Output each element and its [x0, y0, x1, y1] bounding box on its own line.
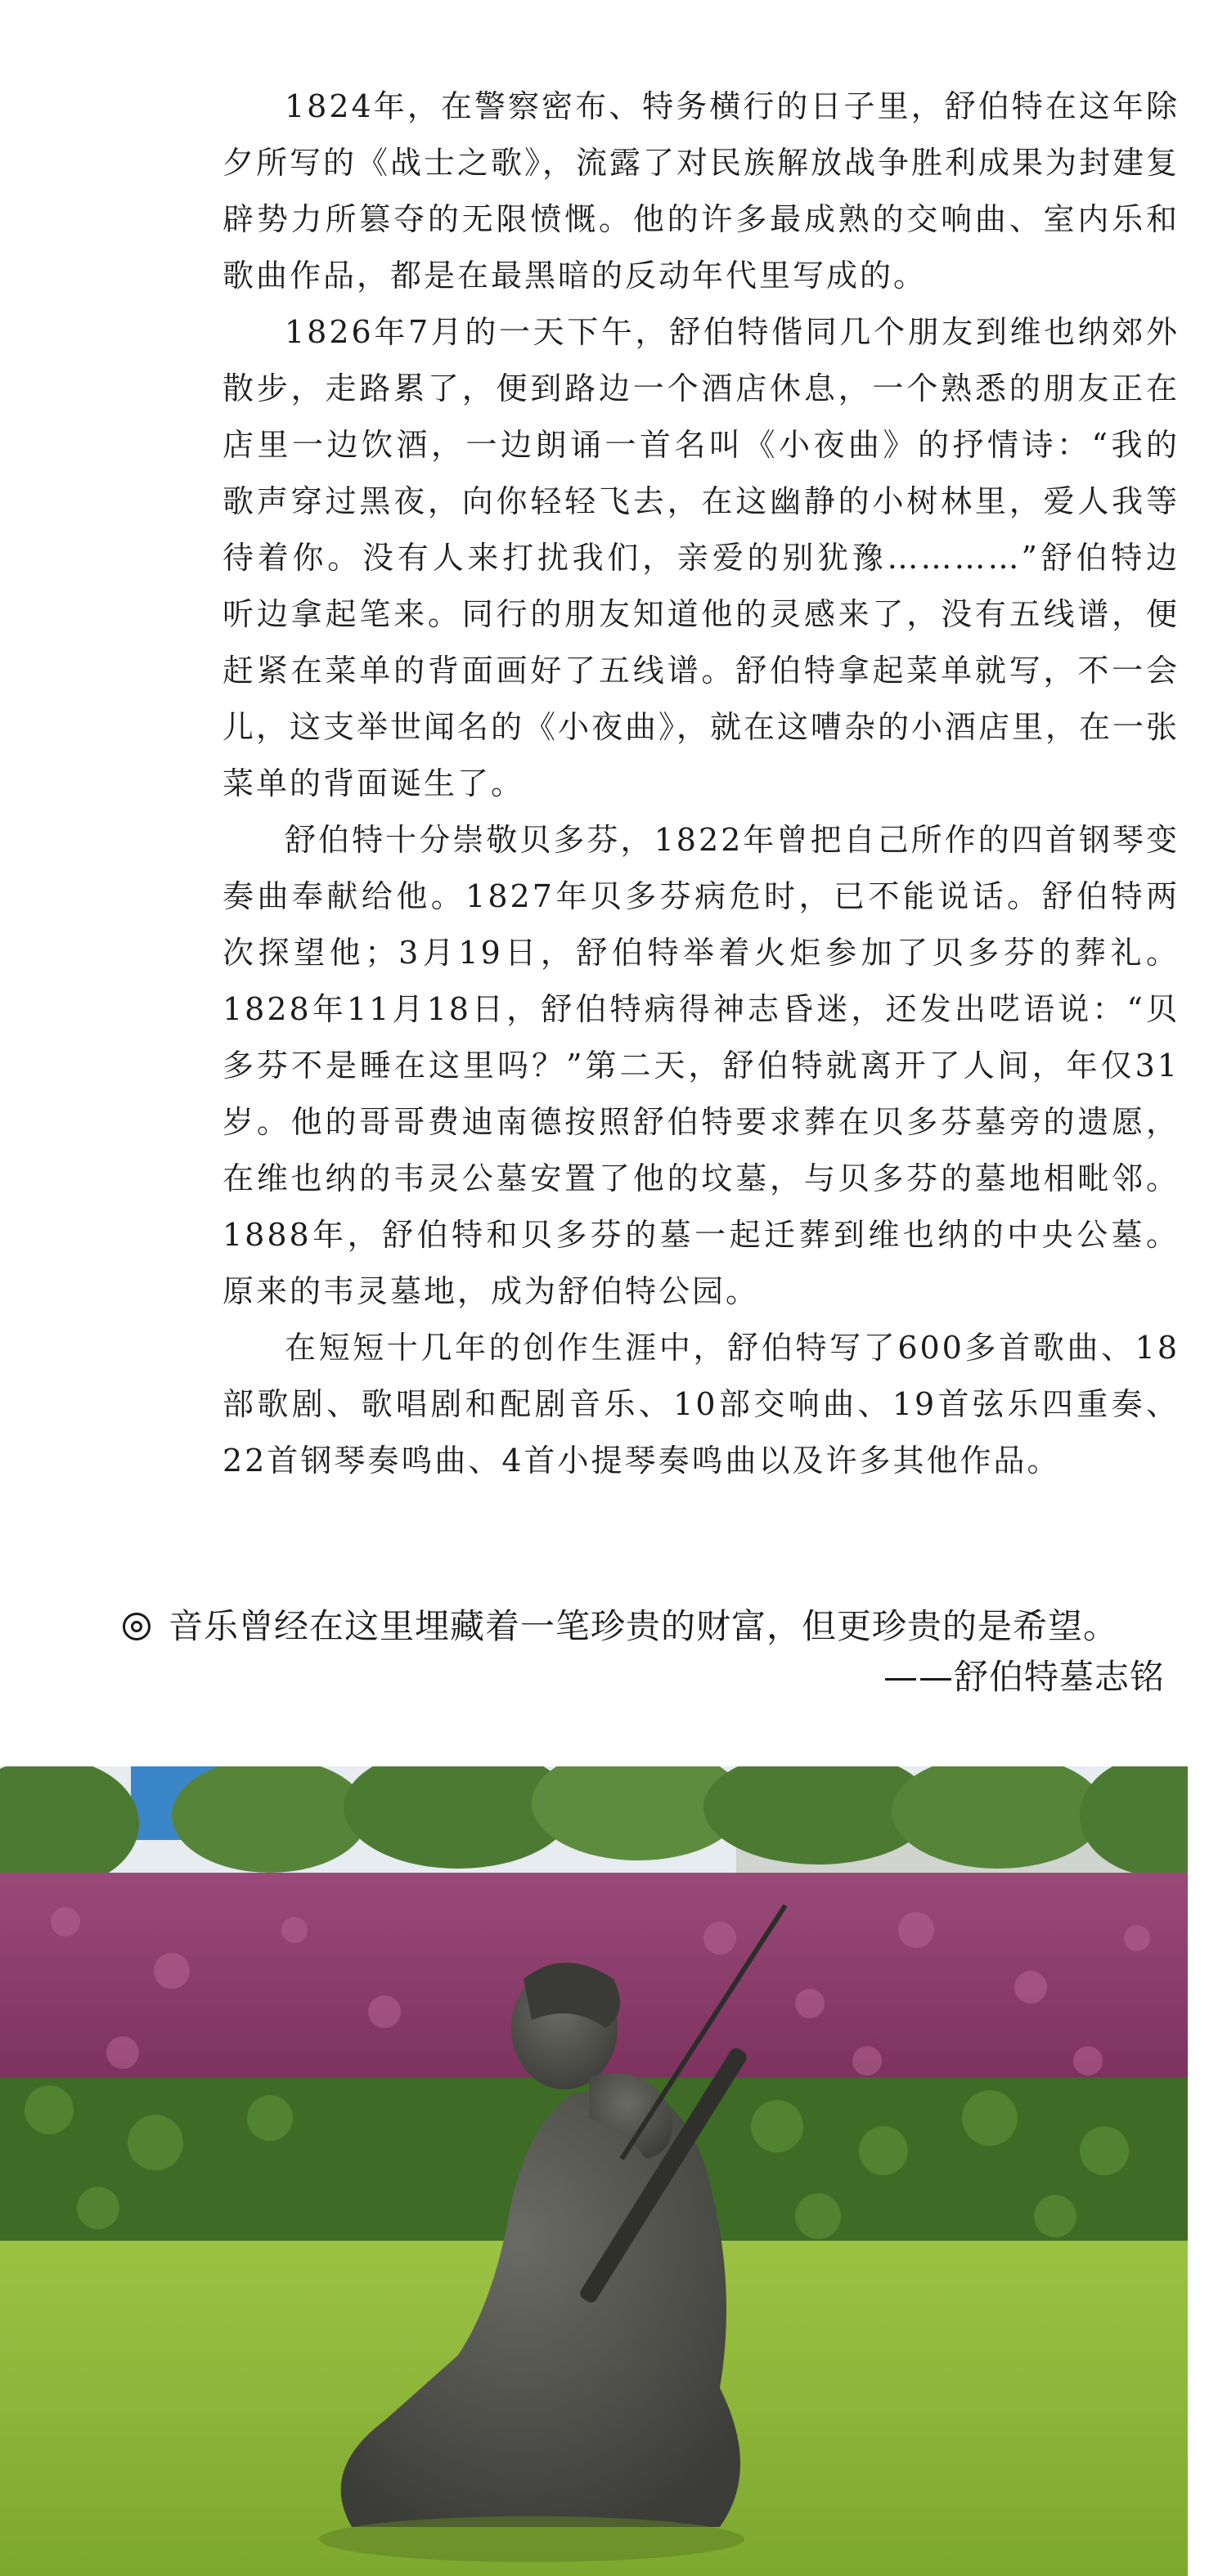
epitaph-quote: 音乐曾经在这里埋藏着一笔珍贵的财富，但更珍贵的是希望。	[169, 1606, 1119, 1646]
statue-photo-illustration	[0, 1766, 1188, 2576]
paragraph-1: 1824年，在警察密布、特务横行的日子里，舒伯特在这年除夕所写的《战士之歌》，流露了对民族解放战争胜利成果为封建复辟势力所篡夺的无限愤慨。他的许多最成熟的交响曲、室内乐和歌曲作品，都是在最黑暗的反动年代里写成的。	[222, 88, 1180, 294]
statue-shadow	[319, 2516, 744, 2562]
double-circle-bullet-icon	[123, 1613, 151, 1640]
article-body	[222, 79, 1180, 1489]
paragraph-2: 1826年7月的一天下午，舒伯特偕同几个朋友到维也纳郊外散步，走路累了，便到路边一个酒店休息，一个熟悉的朋友正在店里一边饮酒，一边朗诵一首名叫《小夜曲》的抒情诗：“我的歌声穿过黑夜，向你轻轻飞去，在这幽静的小树林里，爱人我等待着你。没有人来打扰我们，亲爱的别犹豫…………”舒伯特边听边拿起笔来。同行的朋友知道他的灵感来了，没有五线谱，便赶紧在菜单的背面画好了五线谱。舒伯特拿起菜单就写，不一会儿，这支举世闻名的《小夜曲》，就在这嘈杂的小酒店里，在一张菜单的背面诞生了。	[222, 314, 1180, 801]
epitaph-source: ——舒伯特墓志铭	[883, 1657, 1165, 1697]
epitaph-block	[123, 1601, 1170, 1703]
schubert-statue-photo	[0, 1766, 1188, 2576]
paragraph-4: 在短短十几年的创作生涯中，舒伯特写了600多首歌曲、18部歌剧、歌唱剧和配剧音乐、10部交响曲、19首弦乐四重奏、22首钢琴奏鸣曲、4首小提琴奏鸣曲以及许多其他作品。	[222, 1330, 1180, 1479]
epitaph-quote-line	[123, 1601, 1170, 1652]
paragraph-3: 舒伯特十分崇敬贝多芬，1822年曾把自己所作的四首钢琴变奏曲奉献给他。1827年贝多芬病危时，已不能说话。舒伯特两次探望他；3月19日，舒伯特举着火炬参加了贝多芬的葬礼。1828年11月18日，舒伯特病得神志昏迷，还发出呓语说：“贝多芬不是睡在这里吗？”第二天，舒伯特就离开了人间，年仅31岁。他的哥哥费迪南德按照舒伯特要求葬在贝多芬墓旁的遗愿，在维也纳的韦灵公墓安置了他的坟墓，与贝多芬的墓地相毗邻。1888年，舒伯特和贝多芬的墓一起迁葬到维也纳的中央公墓。原来的韦灵墓地，成为舒伯特公园。	[222, 822, 1180, 1309]
